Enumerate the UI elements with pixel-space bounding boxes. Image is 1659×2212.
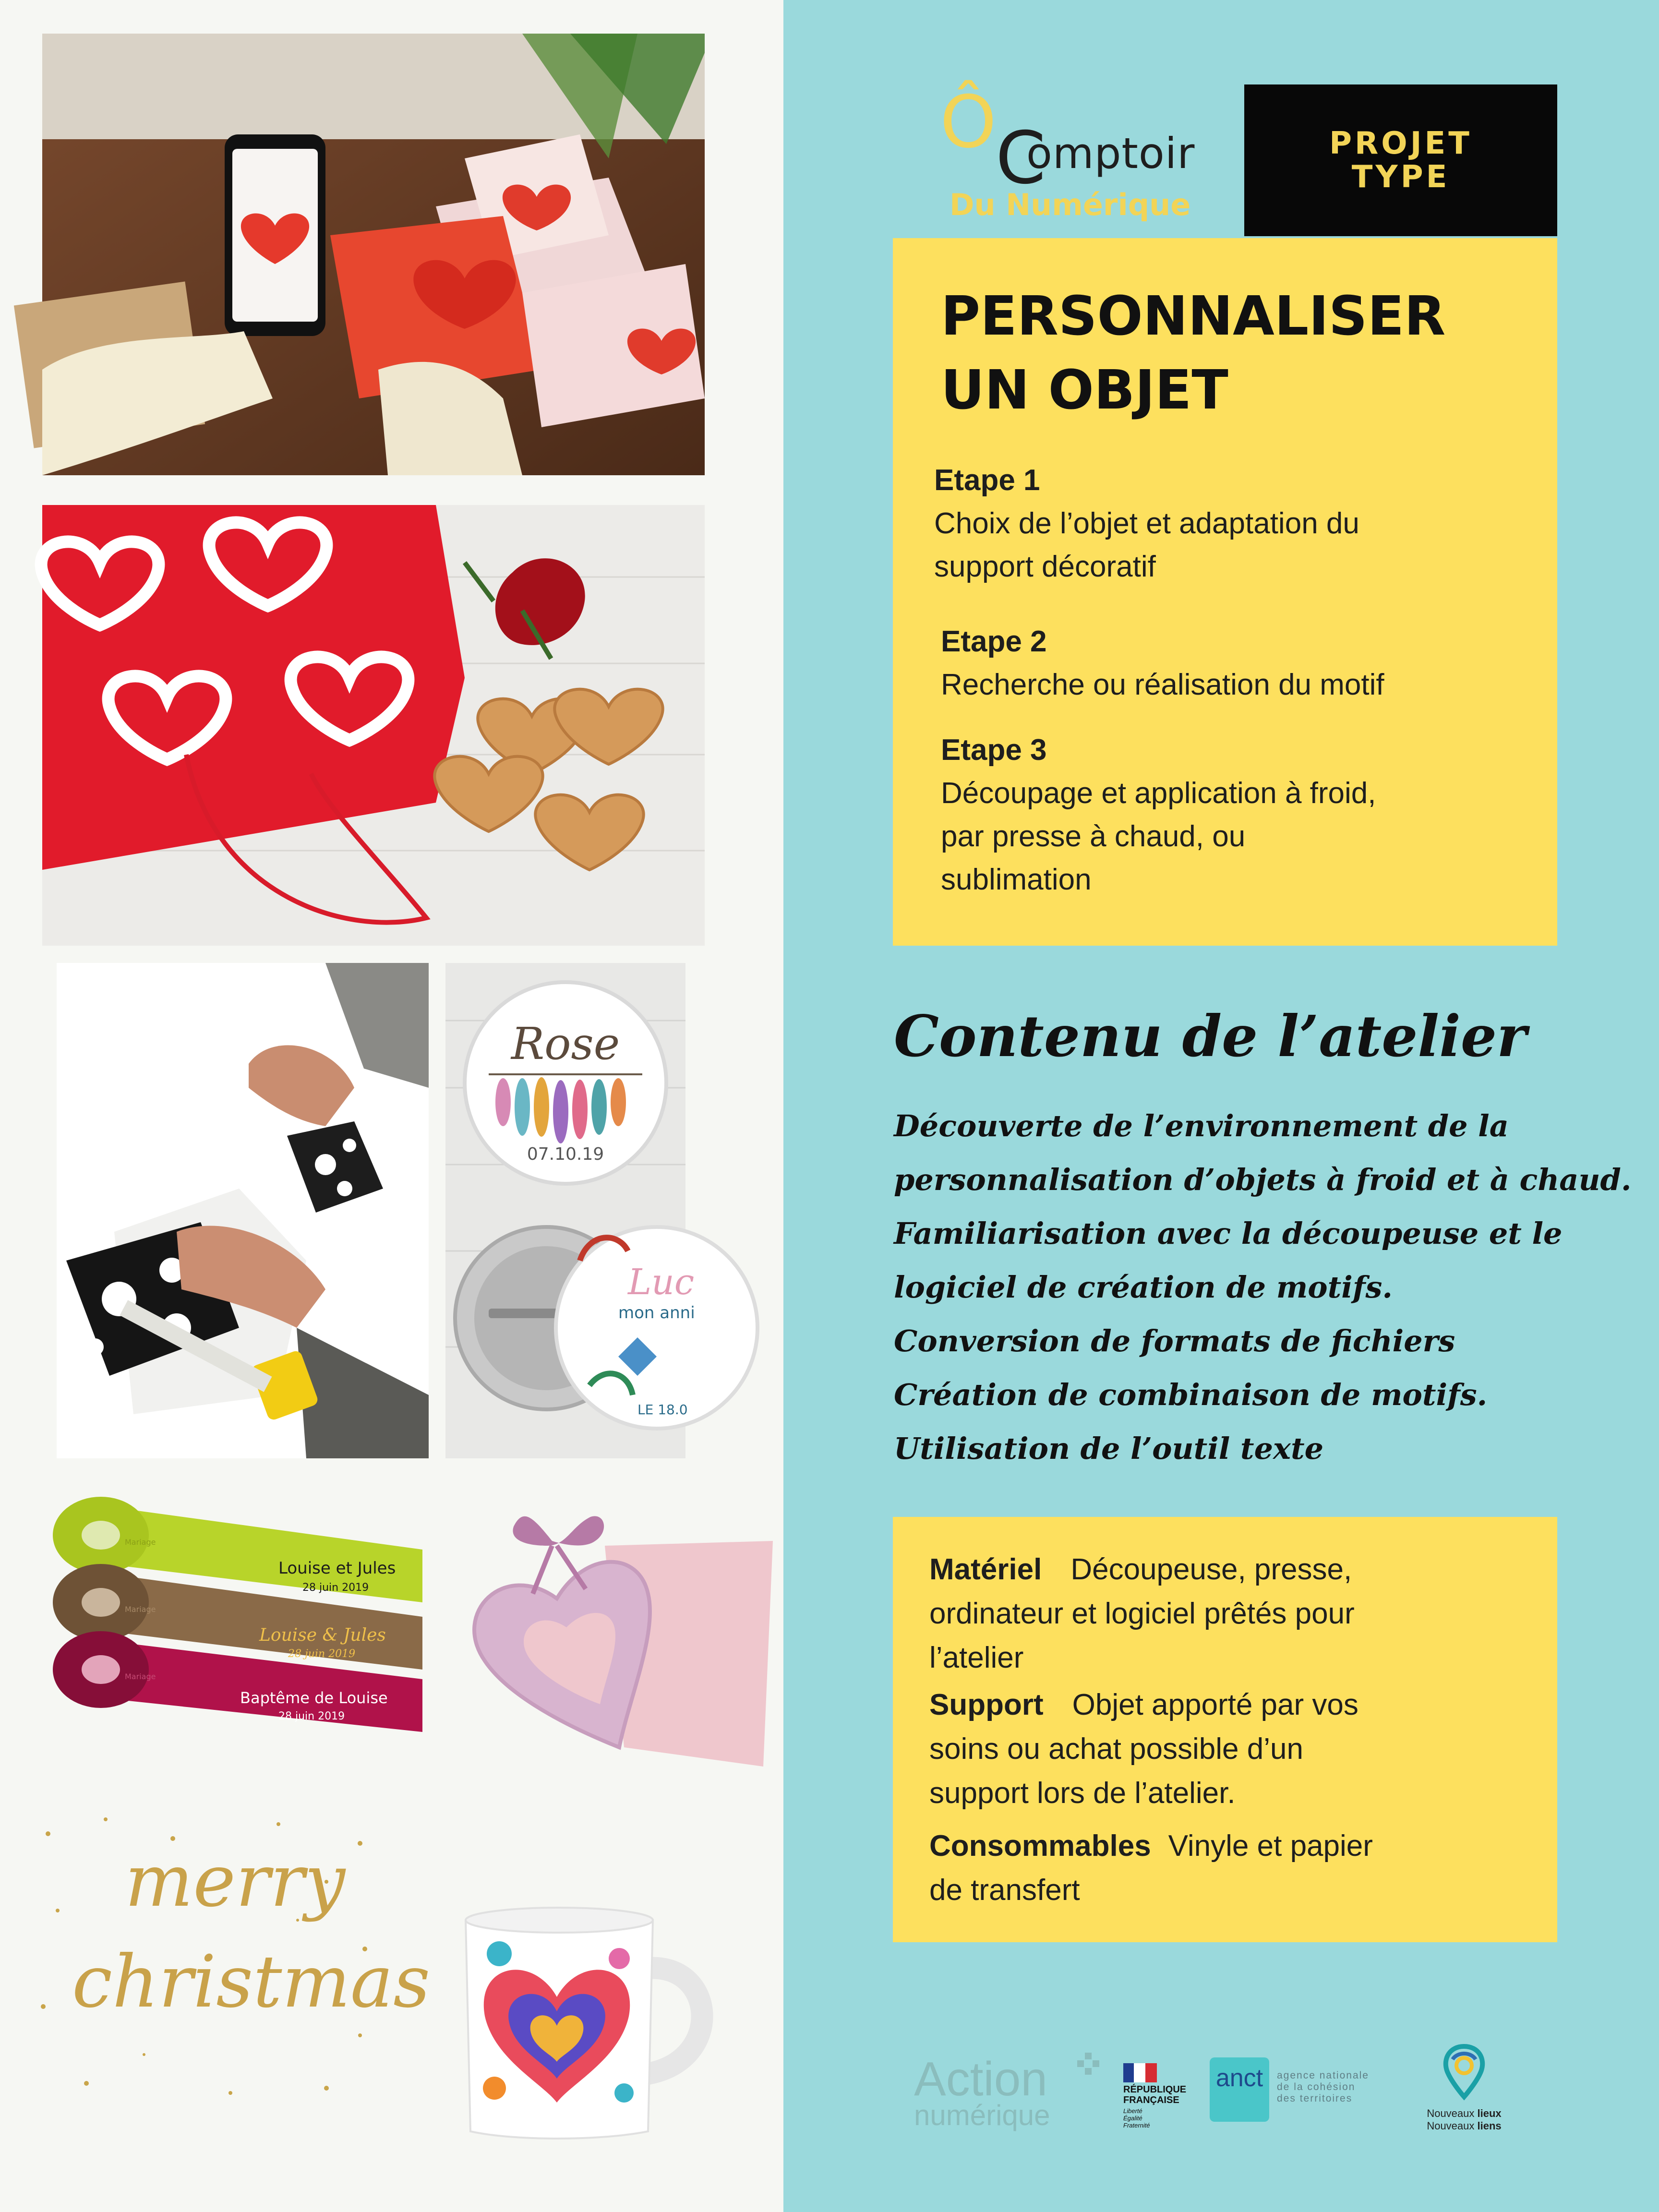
logo-mark: Ô (940, 81, 997, 164)
rf-line-2: FRANÇAISE (1123, 2095, 1179, 2105)
ribbon1-date: 28 juin 2019 (302, 1582, 369, 1594)
materiel-line-2: ordinateur et logiciel prêtés pour (929, 1597, 1355, 1630)
step-1 (934, 459, 1534, 589)
content-line: Découverte de l’environnement de la (894, 1108, 1509, 1143)
christmas-line-2: christmas (72, 1940, 431, 2024)
anct-logo (1210, 2057, 1387, 2125)
action-pixels-icon (1070, 2053, 1099, 2081)
support-line-1: Objet apporté par vos (1072, 1688, 1358, 1721)
left-photo-column (0, 0, 783, 2212)
anct-line-1: agence nationale (1277, 2070, 1369, 2081)
photo-ribbons (48, 1478, 437, 1746)
christmas-line-1: merry (125, 1839, 346, 1923)
project-type-tag (1244, 84, 1557, 236)
materials-box (893, 1517, 1557, 1942)
ribbon3-name: Baptême de Louise (240, 1689, 388, 1707)
badge2-sub: mon anni (618, 1303, 695, 1322)
anct-mark-text: anct (1215, 2064, 1263, 2092)
comptoir-logo (940, 77, 1218, 226)
nl-text (1411, 2107, 1517, 2132)
steps-box (893, 238, 1557, 946)
page-title (941, 279, 1527, 427)
consommables-block (929, 1824, 1529, 1912)
title-line-2: UN OBJET (941, 359, 1228, 421)
materiel-label: Matériel (929, 1553, 1042, 1586)
ribbon-roll-text-3: Mariage (125, 1672, 156, 1681)
ribbon1-name: Louise et Jules (278, 1559, 396, 1578)
materiel-line-1: Découpeuse, presse, (1070, 1553, 1352, 1586)
rf-text (1123, 2084, 1186, 2129)
action-logo-line-1: Action (914, 2052, 1047, 2106)
nl-line-1a: Nouveaux (1427, 2107, 1475, 2119)
rf-motto-1: Liberté (1123, 2107, 1142, 2115)
anct-mark (1210, 2057, 1269, 2122)
photo-pink-heart-tag (446, 1488, 773, 1776)
step-1-line-2: support décoratif (934, 550, 1156, 583)
nouveaux-lieux-logo (1411, 2044, 1517, 2140)
anct-line-2: de la cohésion (1277, 2081, 1356, 2092)
logo-c-letter: C (996, 117, 1046, 200)
title-line-1: PERSONNALISER (941, 285, 1446, 348)
action-numerique-logo (912, 2053, 1094, 2129)
step-3-line-3: sublimation (941, 863, 1092, 896)
step-2 (941, 620, 1541, 707)
consommables-line-2: de transfert (929, 1874, 1080, 1907)
ribbon3-date: 28 juin 2019 (278, 1710, 345, 1722)
rf-line-1: RÉPUBLIQUE (1123, 2084, 1187, 2095)
content-line: Familiarisation avec la découpeuse et le (894, 1216, 1563, 1251)
content-line: Création de combinaison de motifs. (894, 1377, 1488, 1412)
anct-text (1277, 2070, 1387, 2104)
photo-mug (456, 1901, 744, 2146)
nl-line-1b: lieux (1477, 2107, 1502, 2119)
ribbon-roll-text-1: Mariage (125, 1538, 156, 1547)
anct-mark-icon (1210, 2057, 1269, 2122)
support-line-3: support lors de l’atelier. (929, 1777, 1236, 1810)
support-line-2: soins ou achat possible d’un (929, 1732, 1303, 1766)
rf-motto-2: Égalité (1123, 2115, 1142, 2122)
materiel-line-3: l’atelier (929, 1641, 1024, 1674)
step-3-heading: Etape 3 (941, 733, 1047, 767)
content-line: logiciel de création de motifs. (894, 1270, 1393, 1305)
badge2-name: Luc (628, 1262, 695, 1303)
photo-badges (445, 963, 695, 1458)
content-list (894, 1099, 1632, 1476)
nl-line-2a: Nouveaux (1427, 2120, 1475, 2132)
badge-name: Rose (511, 1018, 620, 1070)
republique-francaise-logo (1123, 2063, 1205, 2130)
photo-phone-hearts (42, 34, 705, 475)
marianne-flag-icon (1123, 2063, 1157, 2082)
action-logo-line-2: numérique (914, 2099, 1050, 2131)
content-heading: Contenu de l’atelier (894, 1003, 1527, 1070)
support-label: Support (929, 1688, 1044, 1721)
photo-gift-bag-cookies (42, 505, 705, 946)
step-3-line-2: par presse à chaud, ou (941, 820, 1246, 853)
content-line: Utilisation de l’outil texte (894, 1431, 1324, 1466)
consommables-label: Consommables (929, 1829, 1151, 1863)
photo-merry-christmas (29, 1805, 431, 2112)
step-2-heading: Etape 2 (941, 625, 1047, 658)
step-3 (941, 729, 1541, 902)
ribbon-roll-text-2: Mariage (125, 1605, 156, 1614)
step-1-heading: Etape 1 (934, 464, 1040, 497)
ribbon2-name: Louise & Jules (259, 1625, 386, 1645)
badge2-date: LE 18.0 (637, 1402, 688, 1418)
ribbon2-date: 28 juin 2019 (288, 1648, 356, 1660)
project-type-label (1314, 127, 1487, 194)
partner-logos (912, 2044, 1527, 2140)
photo-hands-vinyl (57, 963, 429, 1458)
badge-date: 07.10.19 (527, 1144, 604, 1164)
logo-comptoir-text: omptoir (1026, 129, 1195, 178)
support-block (929, 1683, 1529, 1815)
anct-line-3: des territoires (1277, 2093, 1353, 2104)
content-line: Conversion de formats de fichiers (894, 1323, 1455, 1358)
location-pin-icon (1440, 2044, 1488, 2102)
materiel-block (929, 1548, 1529, 1680)
logo-subtitle: Du Numérique (950, 187, 1191, 222)
nl-line-2b: liens (1477, 2120, 1502, 2132)
step-3-line-1: Découpage et application à froid, (941, 777, 1376, 810)
tag-line-1: PROJET (1329, 126, 1472, 161)
step-1-line-1: Choix de l’objet et adaptation du (934, 507, 1359, 540)
consommables-line-1: Vinyle et papier (1168, 1829, 1373, 1863)
step-2-line-1: Recherche ou réalisation du motif (941, 668, 1384, 701)
rf-motto-3: Fraternité (1123, 2122, 1150, 2129)
content-line: personnalisation d’objets à froid et à chaud. (894, 1162, 1632, 1197)
tag-line-2: TYPE (1351, 159, 1450, 195)
